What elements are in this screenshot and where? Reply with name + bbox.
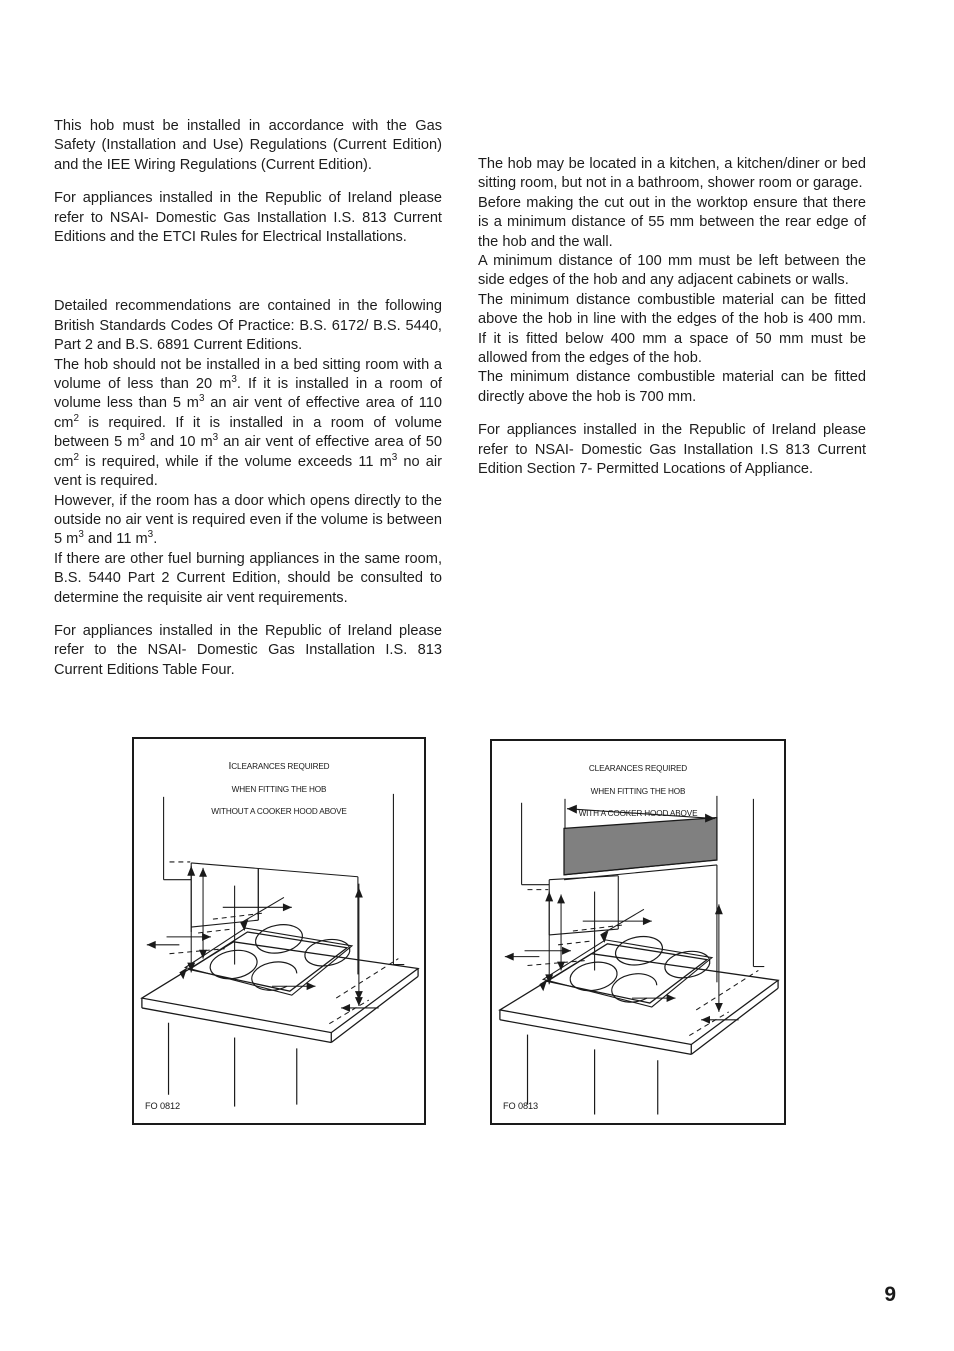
right-text-column xyxy=(478,155,866,480)
caption-line-2: WHEN FITTING THE HOB xyxy=(590,786,686,796)
figure-drawing-fo-0813 xyxy=(492,741,784,1123)
paragraph-bed-sitting-room-volume: The hob should not be installed in a bed sitting room with a volume of less than 20 $m^3$. If it is installed in a room of volume less than 5 $m^3$ an air vent of effective area of 110 $cm^2$ is required. If it is installed in a room of volume between 5 $m^3$ and 10 $m^3$ an air vent of effective area of 50 $cm^2$ is required, while if the volume exceeds 11 $m^3$ no air vent is required. xyxy=(54,356,443,490)
caption-line-1: CLEARANCES REQUIRED xyxy=(231,762,330,772)
left-text-column xyxy=(54,117,442,680)
paragraph-hob-location: The hob may be located in a kitchen, a kitchen/diner or bed sitting room, but not in a bathroom, shower room or garage. xyxy=(478,156,866,192)
figure-code-fo-0812: FO 0812 xyxy=(145,1101,181,1111)
figure-fo-0813 xyxy=(490,739,786,1125)
caption-line-1: CLEARANCES REQUIRED xyxy=(588,764,688,774)
page-number: 9 xyxy=(884,1283,896,1306)
paragraph-side-edge-clearance: A minimum distance of 100 mm must be left between the side edges of the hob and any adjacent cabinets or walls. xyxy=(478,253,866,289)
paragraph-other-fuel-burning-appliances: If there are other fuel burning appliances in the same room, B.S. 5440 Part 2 Current Edition, should be consulted to determine the requisite air vent requirements. xyxy=(54,550,442,606)
paragraph-gas-safety: This hob must be installed in accordance with the Gas Safety (Installation and Use) Regulations (Current Edition) and the IEE Wiring Regulations (Current Edition). xyxy=(54,118,442,173)
figure-fo-0812 xyxy=(132,737,426,1125)
paragraph-ireland-nsai-813: For appliances installed in the Republic of Ireland please refer to NSAI- Domestic Gas Installation I.S. 813 Current Editions and the ETCI Rules for Electrical Installations. xyxy=(54,190,442,246)
paragraph-ireland-section-7: For appliances installed in the Republic of Ireland please refer to NSAI- Domestic Gas Installation I.S 813 Current Edition Section 7- Permitted Locations of Appliance. xyxy=(478,422,866,478)
paragraph-british-standards-codes: Detailed recommendations are contained in the following British Standards Codes Of Practice: B.S. 6172/ B.S. 5440, Part 2 and B.S. 6891 Current Editions. xyxy=(54,298,442,354)
paragraph-cut-out-rear-clearance: Before making the cut out in the worktop ensure that there is a minimum distance of 55 mm between the rear edge of the hob and the wall. xyxy=(478,194,866,250)
caption-line-3: WITHOUT A COOKER HOOD ABOVE xyxy=(211,807,347,817)
paragraph-door-opens-outside: However, if the room has a door which opens directly to the outside no air vent is required even if the volume is between 5 $m^3$ and 11 $m^3$. xyxy=(54,492,442,548)
paragraph-combustible-directly-above: The minimum distance combustible material can be fitted directly above the hob is 700 mm. xyxy=(478,369,866,405)
caption-line-2: WHEN FITTING THE HOB xyxy=(231,784,327,794)
paragraph-combustible-in-line: The minimum distance combustible material can be fitted above the hob in line with the edges of the hob is 400 mm. If it is fitted below 400 mm a space of 50 mm must be allowed from the edges of the hob. xyxy=(478,291,866,367)
caption-lead-glyph: I xyxy=(228,761,232,773)
caption-line-3: WITH A COOKER HOOD ABOVE xyxy=(578,809,698,819)
figure-code-fo-0813: FO 0813 xyxy=(503,1101,539,1111)
figure-drawing-fo-0812 xyxy=(134,739,424,1123)
cooker-hood-shape xyxy=(564,818,717,875)
paragraph-ireland-table-four: For appliances installed in the Republic of Ireland please refer to the NSAI- Domestic Gas Installation I.S. 813 Current Editions Table Four. xyxy=(54,622,442,678)
